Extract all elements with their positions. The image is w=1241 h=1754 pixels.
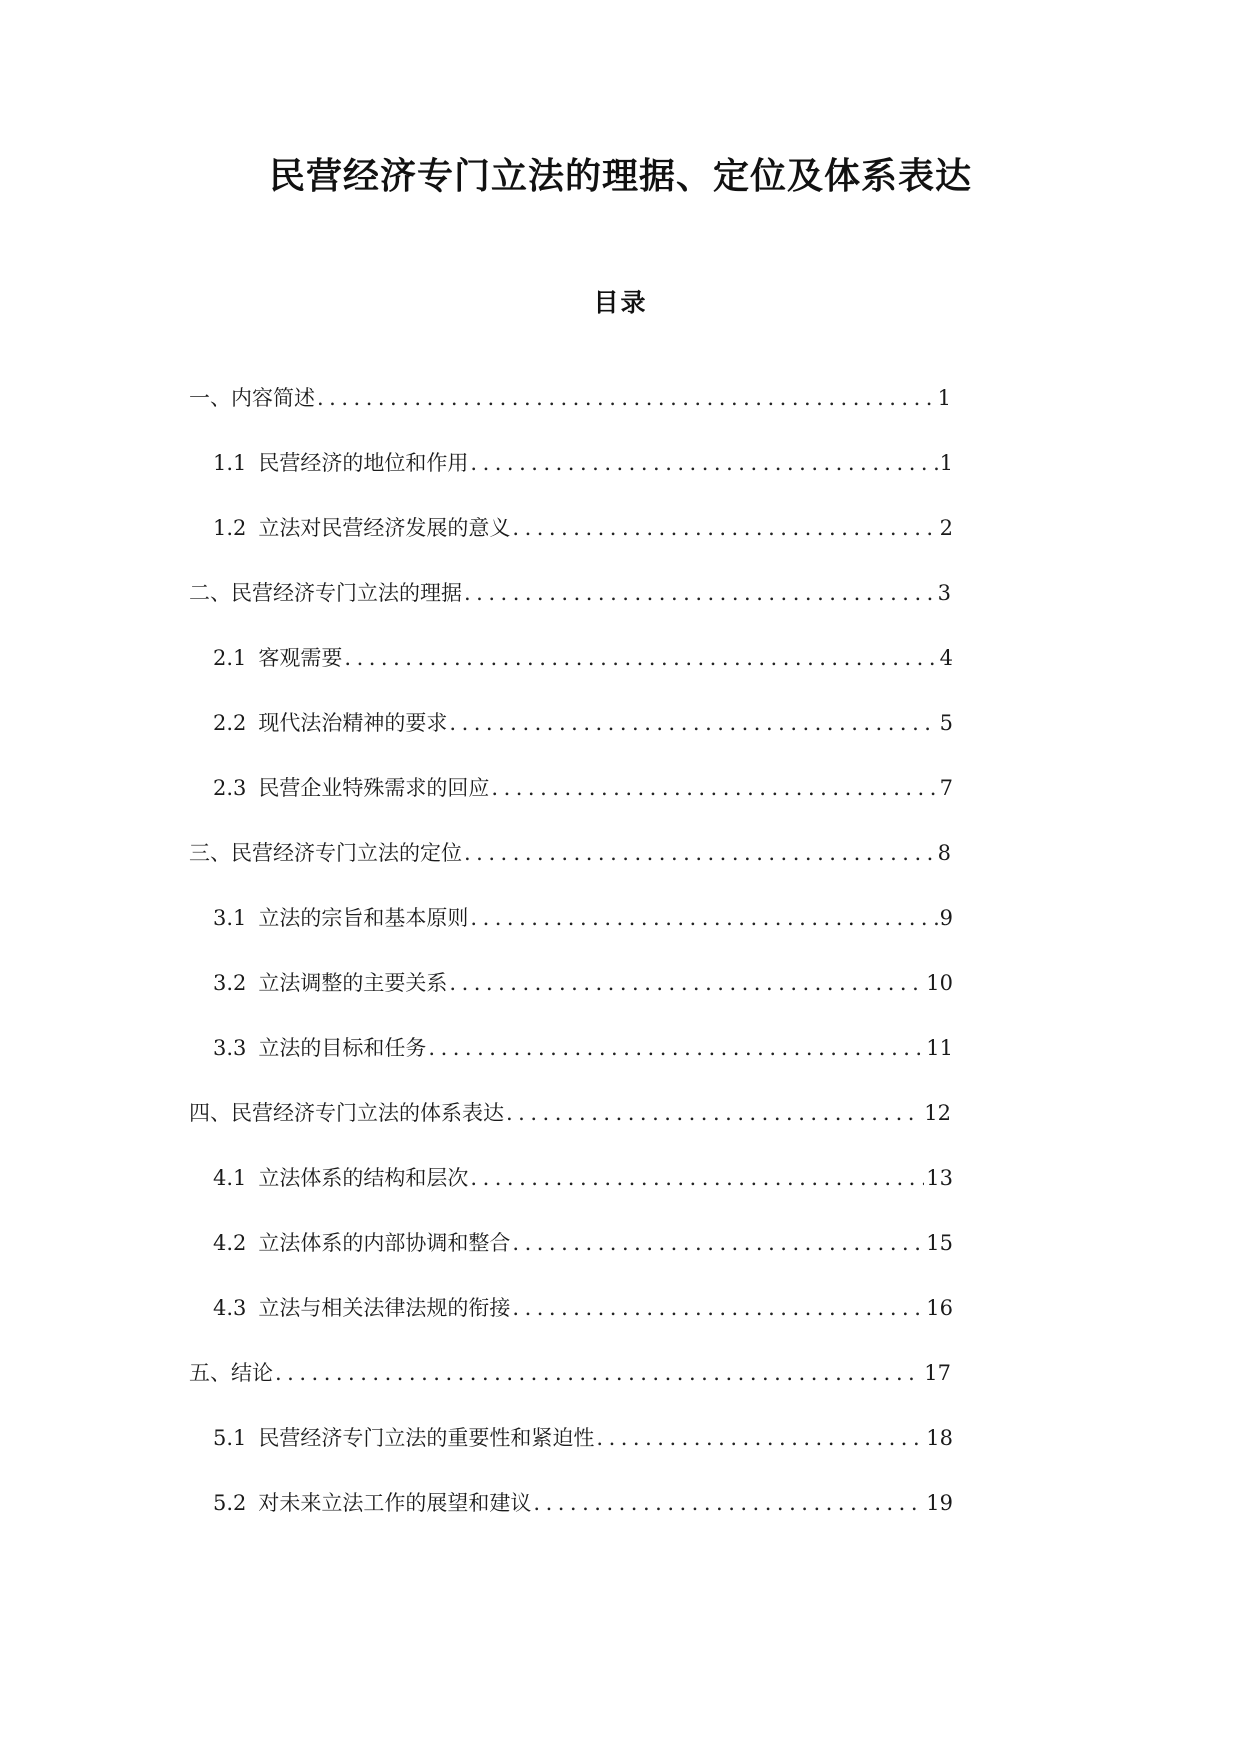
toc-page-number: 3 [937,581,951,605]
toc-dot-leader [428,1036,924,1060]
toc-page-number: 9 [939,906,953,930]
toc-entry[interactable] [189,447,953,512]
toc-entry-number: 二、 [189,581,231,605]
toc-entry-number: 4.3 [213,1296,247,1320]
toc-entry-title: 立法对民营经济发展的意义 [258,516,511,540]
toc-entry[interactable] [189,902,953,967]
toc-dot-leader [506,1101,922,1125]
toc-entry-number: 3.3 [213,1036,247,1060]
toc-dot-leader [491,776,937,800]
toc-page-number: 5 [939,711,953,735]
toc-entry-title: 结论 [231,1361,273,1385]
toc-dot-leader [512,1296,924,1320]
toc-page-number: 18 [926,1426,953,1450]
toc-page-number: 13 [926,1166,953,1190]
toc-entry-number: 4.1 [213,1166,247,1190]
toc-dot-leader [464,581,936,605]
toc-entry-number: 3.2 [213,971,247,995]
toc-entry-title: 立法体系的结构和层次 [258,1166,469,1190]
toc-entry[interactable] [189,967,953,1032]
toc-dot-leader [596,1426,924,1450]
toc-page-number: 17 [924,1361,951,1385]
toc-entry-title: 民营经济专门立法的定位 [231,841,462,865]
toc-entry-number: 1.1 [213,451,247,475]
toc-page-number: 10 [926,971,953,995]
toc-entry-title: 立法体系的内部协调和整合 [258,1231,511,1255]
toc-entry-title: 民营经济专门立法的体系表达 [231,1101,504,1125]
toc-page-number: 1 [939,451,953,475]
toc-page-number: 11 [926,1036,953,1060]
toc-entry[interactable] [189,382,951,447]
toc-entry-title: 立法与相关法律法规的衔接 [258,1296,511,1320]
toc-entry[interactable] [189,1292,953,1357]
toc-dot-leader [275,1361,922,1385]
toc-entry-number: 2.3 [213,776,247,800]
toc-entry-title: 内容简述 [231,386,315,410]
toc-entry-number: 一、 [189,386,231,410]
toc-page-number: 7 [939,776,953,800]
table-of-contents [189,382,951,1552]
toc-entry-number: 三、 [189,841,231,865]
toc-page-number: 16 [926,1296,953,1320]
toc-entry[interactable] [189,1032,953,1097]
toc-entry-title: 立法调整的主要关系 [258,971,448,995]
toc-entry-title: 民营企业特殊需求的回应 [258,776,490,800]
toc-entry-number: 四、 [189,1101,231,1125]
toc-entry-title: 立法的宗旨和基本原则 [258,906,469,930]
toc-page-number: 4 [939,646,953,670]
toc-dot-leader [470,451,937,475]
toc-heading: 目录 [593,288,648,317]
toc-entry-title: 现代法治精神的要求 [258,711,448,735]
toc-entry[interactable] [189,642,953,707]
toc-dot-leader [449,711,937,735]
toc-page-number: 2 [939,516,953,540]
toc-page-number: 15 [926,1231,953,1255]
toc-entry-number: 3.1 [213,906,247,930]
toc-page-number: 1 [937,386,951,410]
toc-page-number: 12 [924,1101,951,1125]
toc-entry[interactable] [189,837,951,902]
toc-entry[interactable] [189,577,951,642]
toc-entry[interactable] [189,1162,953,1227]
toc-dot-leader [470,906,937,930]
toc-dot-leader [512,1231,924,1255]
toc-dot-leader [533,1491,924,1515]
toc-entry[interactable] [189,1487,953,1552]
toc-page-number: 8 [937,841,951,865]
toc-entry-number: 1.2 [213,516,247,540]
toc-entry[interactable] [189,1422,953,1487]
toc-entry-title: 客观需要 [258,646,343,670]
toc-entry-number: 5.1 [213,1426,247,1450]
toc-entry-number: 五、 [189,1361,231,1385]
toc-dot-leader [449,971,924,995]
toc-entry-title: 民营经济专门立法的理据 [231,581,462,605]
toc-entry-number: 4.2 [213,1231,247,1255]
toc-entry-number: 2.2 [213,711,247,735]
toc-entry[interactable] [189,1097,951,1162]
toc-entry-number: 5.2 [213,1491,247,1515]
toc-entry-title: 民营经济的地位和作用 [258,451,469,475]
toc-page-number: 19 [926,1491,953,1515]
toc-entry[interactable] [189,1357,951,1422]
toc-entry-title: 立法的目标和任务 [258,1036,427,1060]
toc-entry-title: 民营经济专门立法的重要性和紧迫性 [258,1426,595,1450]
toc-entry[interactable] [189,772,953,837]
toc-dot-leader [512,516,937,540]
toc-entry[interactable] [189,1227,953,1292]
toc-dot-leader [470,1166,924,1190]
toc-entry[interactable] [189,512,953,577]
toc-entry[interactable] [189,707,953,772]
toc-dot-leader [344,646,937,670]
toc-entry-title: 对未来立法工作的展望和建议 [258,1491,532,1515]
toc-entry-number: 2.1 [213,646,247,670]
toc-dot-leader [464,841,936,865]
document-title: 民营经济专门立法的理据、定位及体系表达 [268,156,972,197]
toc-dot-leader [317,386,936,410]
